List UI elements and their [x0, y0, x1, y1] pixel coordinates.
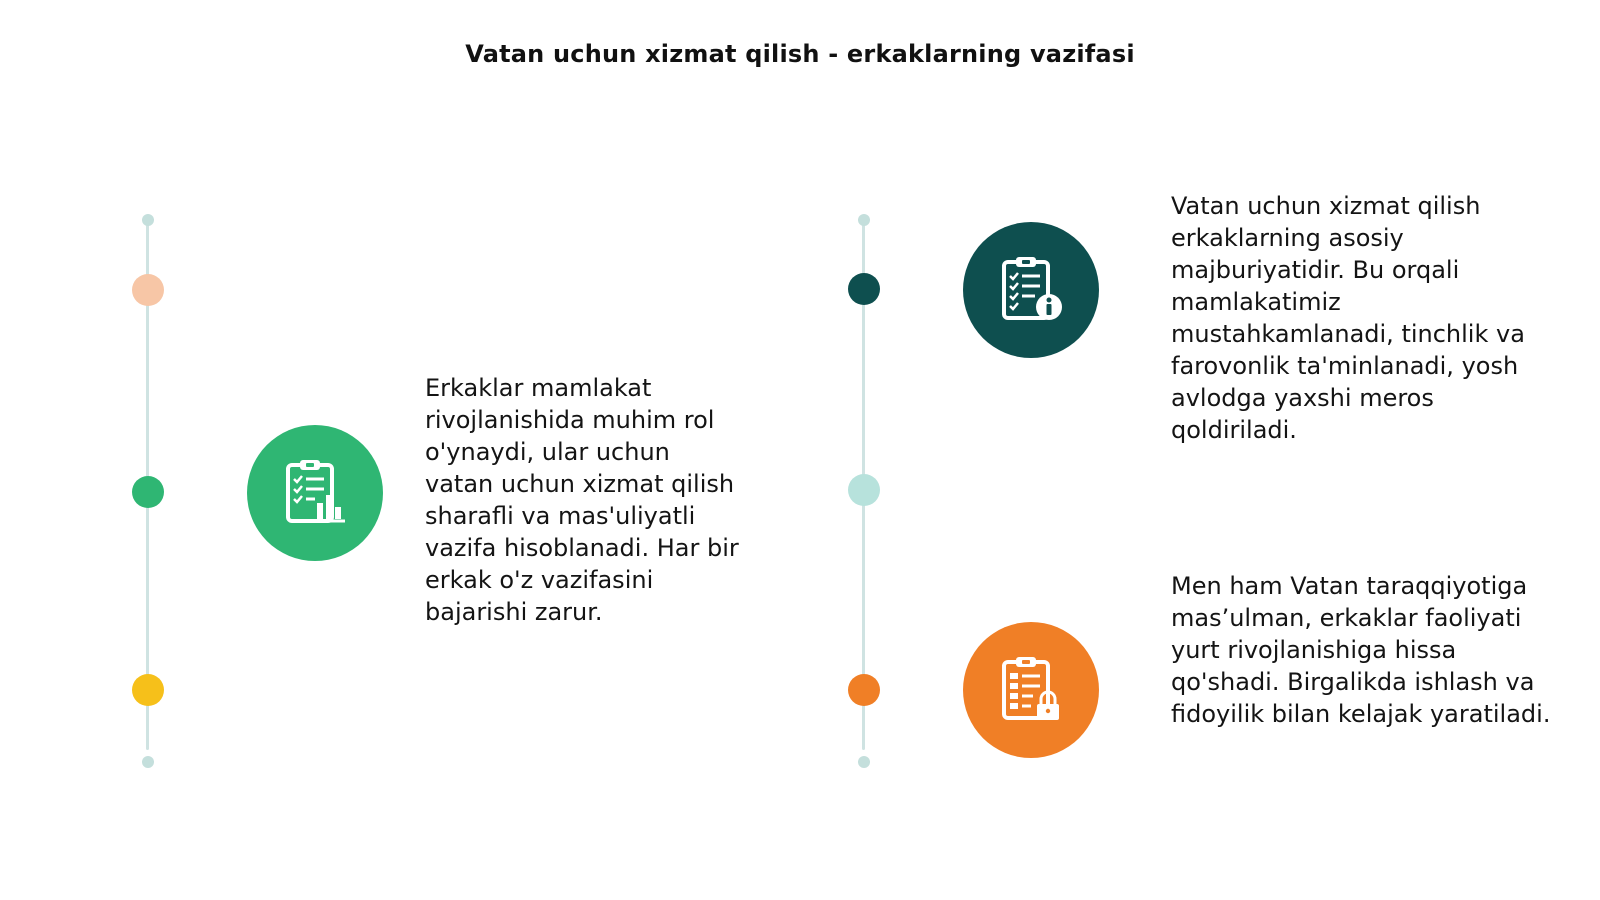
- left-timeline-peach-dot: [132, 274, 164, 306]
- right-timeline-teal-dot: [848, 273, 880, 305]
- clipboard-info-badge: [963, 222, 1099, 358]
- right-top-paragraph: Vatan uchun xizmat qilish erkaklarning asosiy majburiyatidir. Bu orqali mamlakatimiz mustahkamlanadi, tinchlik va farovonlik ta'minlanadi, yosh avlodga yaxshi meros qoldiriladi.: [1171, 192, 1525, 444]
- clipboard-chart-badge: [247, 425, 383, 561]
- right-timeline-bottom-cap: [858, 756, 870, 768]
- left-timeline-bottom-cap: [142, 756, 154, 768]
- right-bottom-paragraph: Men ham Vatan taraqqiyotiga mas’ulman, erkaklar faoliyati yurt rivojlanishiga hissa qo'shadi. Birgalikda ishlash va fidoyilik bilan kelajak yaratiladi.: [1171, 572, 1551, 728]
- clipboard-chart-icon: [279, 457, 351, 529]
- right-timeline-mint-dot: [848, 474, 880, 506]
- right-timeline-orange-dot: [848, 674, 880, 706]
- clipboard-info-icon: [995, 254, 1067, 326]
- left-timeline-yellow-dot: [132, 674, 164, 706]
- left-timeline-top-cap: [142, 214, 154, 226]
- left-timeline-green-dot: [132, 476, 164, 508]
- page-title: Vatan uchun xizmat qilish - erkaklarning vazifasi: [465, 40, 1135, 68]
- right-timeline-top-cap: [858, 214, 870, 226]
- clipboard-lock-badge: [963, 622, 1099, 758]
- left-paragraph: Erkaklar mamlakat rivojlanishida muhim rol o'ynaydi, ular uchun vatan uchun xizmat qilish sharafli va mas'uliyatli vazifa hisoblanadi. Har bir erkak o'z vazifasini bajarishi zarur.: [425, 374, 739, 626]
- clipboard-lock-icon: [995, 654, 1067, 726]
